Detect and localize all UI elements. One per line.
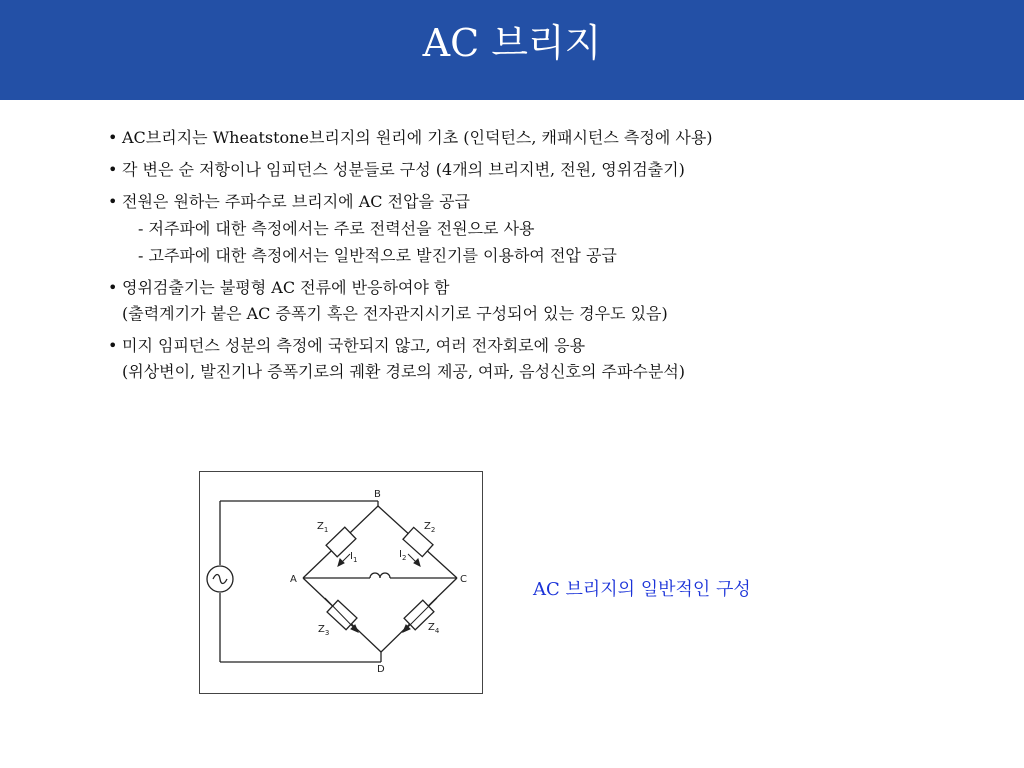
bullet-dot: •	[108, 192, 118, 211]
bullet-item	[108, 157, 988, 183]
ac-source-icon	[207, 566, 233, 592]
sub-bullet: - 고주파에 대한 측정에서는 일반적으로 발진기를 이용하여 전압 공급	[138, 246, 617, 265]
bullet-text: 미지 임피던스 성분의 측정에 국한되지 않고, 여러 전자회로에 응용	[122, 336, 586, 355]
bullet-text: 각 변은 순 저항이나 임피던스 성분들로 구성 (4개의 브리지변, 전원, 영위검출기)	[122, 160, 685, 179]
node-label-b: B	[374, 489, 381, 500]
bullet-text: 영위검출기는 불평형 AC 전류에 반응하여야 함	[122, 278, 450, 297]
bullet-continuation: (위상변이, 발진기나 증폭기로의 궤환 경로의 제공, 여파, 음성신호의 주파수분석)	[122, 362, 686, 381]
current-label-i2: $I_2$	[399, 549, 407, 562]
bullet-item	[108, 189, 988, 269]
bullet-list	[108, 125, 988, 391]
impedance-label-z1: $Z_1$	[317, 521, 329, 534]
slide-title: AC 브리지	[422, 21, 602, 65]
bullet-dot: •	[108, 278, 118, 297]
detector-icon	[370, 573, 390, 578]
sub-bullet: - 저주파에 대한 측정에서는 주로 전력선을 전원으로 사용	[138, 219, 535, 238]
bullet-text: 전원은 원하는 주파수로 브리지에 AC 전압을 공급	[122, 192, 470, 211]
bullet-dot: •	[108, 160, 118, 179]
bullet-item	[108, 125, 988, 151]
impedance-label-z2: $Z_2$	[424, 521, 436, 534]
impedance-label-z3: $Z_3$	[318, 624, 330, 637]
bullet-item	[108, 275, 988, 327]
bridge-circuit-figure	[199, 471, 483, 694]
bullet-item	[108, 333, 988, 385]
node-label-d: D	[377, 664, 385, 675]
node-label-c: C	[460, 574, 467, 585]
current-label-i1: $I_1$	[350, 551, 358, 564]
bullet-text: AC브리지는 Wheatstone브리지의 원리에 기초 (인덕턴스, 캐패시턴스 측정에 사용)	[122, 128, 713, 147]
bullet-dot: •	[108, 128, 118, 147]
bridge-circuit-diagram	[200, 472, 482, 693]
bullet-dot: •	[108, 336, 118, 355]
impedance-label-z4: $Z_4$	[428, 622, 440, 635]
figure-caption: AC 브리지의 일반적인 구성	[533, 579, 751, 600]
node-label-a: A	[290, 574, 297, 585]
slide-header	[0, 0, 1024, 100]
bullet-continuation: (출력계기가 붙은 AC 증폭기 혹은 전자관지시기로 구성되어 있는 경우도 있음)	[122, 304, 668, 323]
